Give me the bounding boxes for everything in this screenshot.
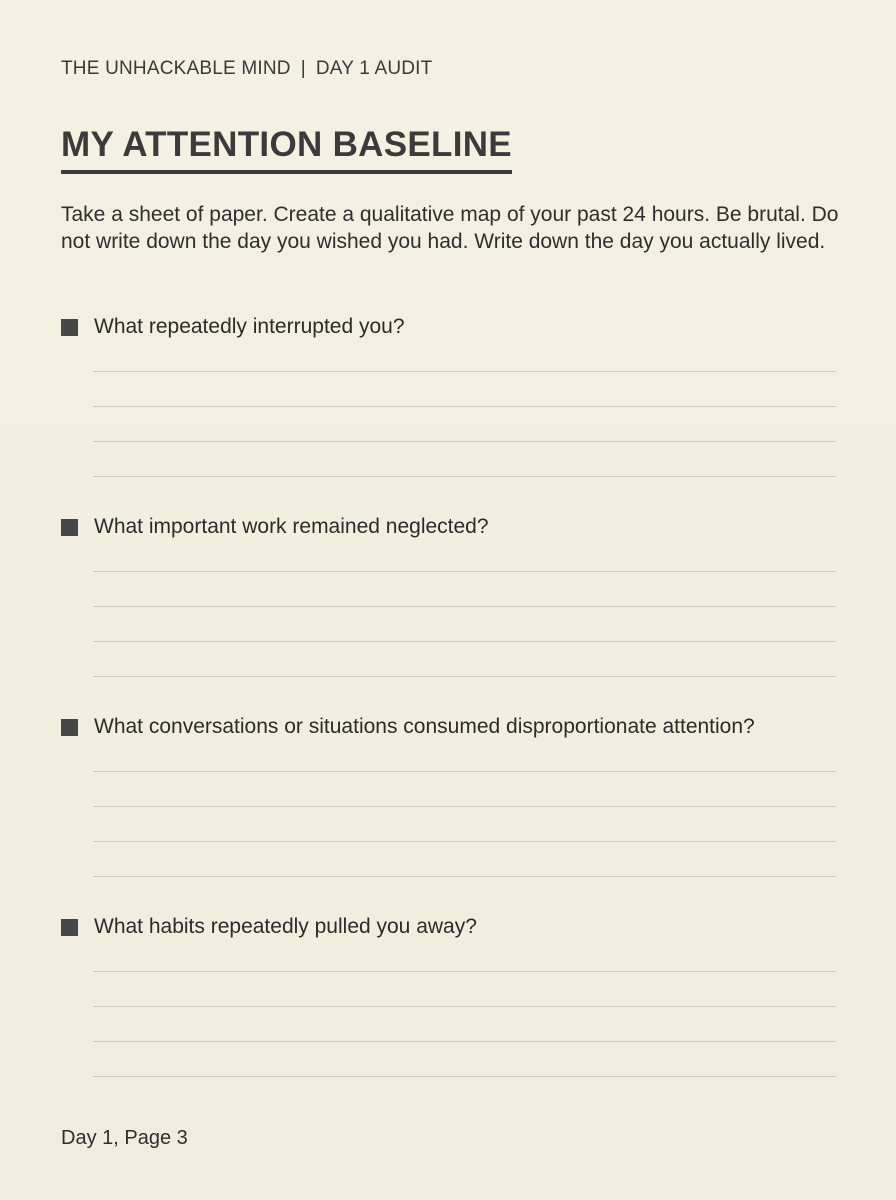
answer-line[interactable] bbox=[93, 476, 836, 477]
page-title: MY ATTENTION BASELINE bbox=[61, 124, 512, 174]
question-block-4 bbox=[61, 912, 841, 942]
answer-line[interactable] bbox=[93, 806, 836, 807]
question-text: What habits repeatedly pulled you away? bbox=[94, 915, 477, 938]
answer-line[interactable] bbox=[93, 971, 836, 972]
intro-paragraph: Take a sheet of paper. Create a qualitative map of your past 24 hours. Be brutal. Do not write down the day you wished you had. Write down the day you actually lived. bbox=[61, 203, 839, 253]
question-text: What important work remained neglected? bbox=[94, 515, 489, 538]
question-block-1 bbox=[61, 312, 841, 342]
square-bullet-icon bbox=[61, 519, 78, 536]
square-bullet-icon bbox=[61, 319, 78, 336]
answer-line[interactable] bbox=[93, 676, 836, 677]
question-text: What repeatedly interrupted you? bbox=[94, 315, 405, 338]
header-separator: | bbox=[300, 58, 306, 79]
book-title: THE UNHACKABLE MIND bbox=[61, 58, 291, 79]
question-block-3 bbox=[61, 712, 841, 742]
answer-line[interactable] bbox=[93, 1006, 836, 1007]
answer-line[interactable] bbox=[93, 1076, 836, 1077]
answer-line[interactable] bbox=[93, 841, 836, 842]
answer-line[interactable] bbox=[93, 876, 836, 877]
answer-line[interactable] bbox=[93, 571, 836, 572]
answer-line[interactable] bbox=[93, 406, 836, 407]
section-title: DAY 1 AUDIT bbox=[315, 58, 433, 79]
square-bullet-icon bbox=[61, 919, 78, 936]
square-bullet-icon bbox=[61, 719, 78, 736]
answer-line[interactable] bbox=[93, 771, 836, 772]
answer-line[interactable] bbox=[93, 371, 836, 372]
answer-line[interactable] bbox=[93, 441, 836, 442]
page-header bbox=[61, 58, 432, 80]
question-block-2 bbox=[61, 512, 841, 542]
page-footer: Day 1, Page 3 bbox=[61, 1127, 188, 1149]
answer-line[interactable] bbox=[93, 1041, 836, 1042]
question-text: What conversations or situations consumed disproportionate attention? bbox=[94, 715, 755, 738]
answer-line[interactable] bbox=[93, 641, 836, 642]
answer-line[interactable] bbox=[93, 606, 836, 607]
